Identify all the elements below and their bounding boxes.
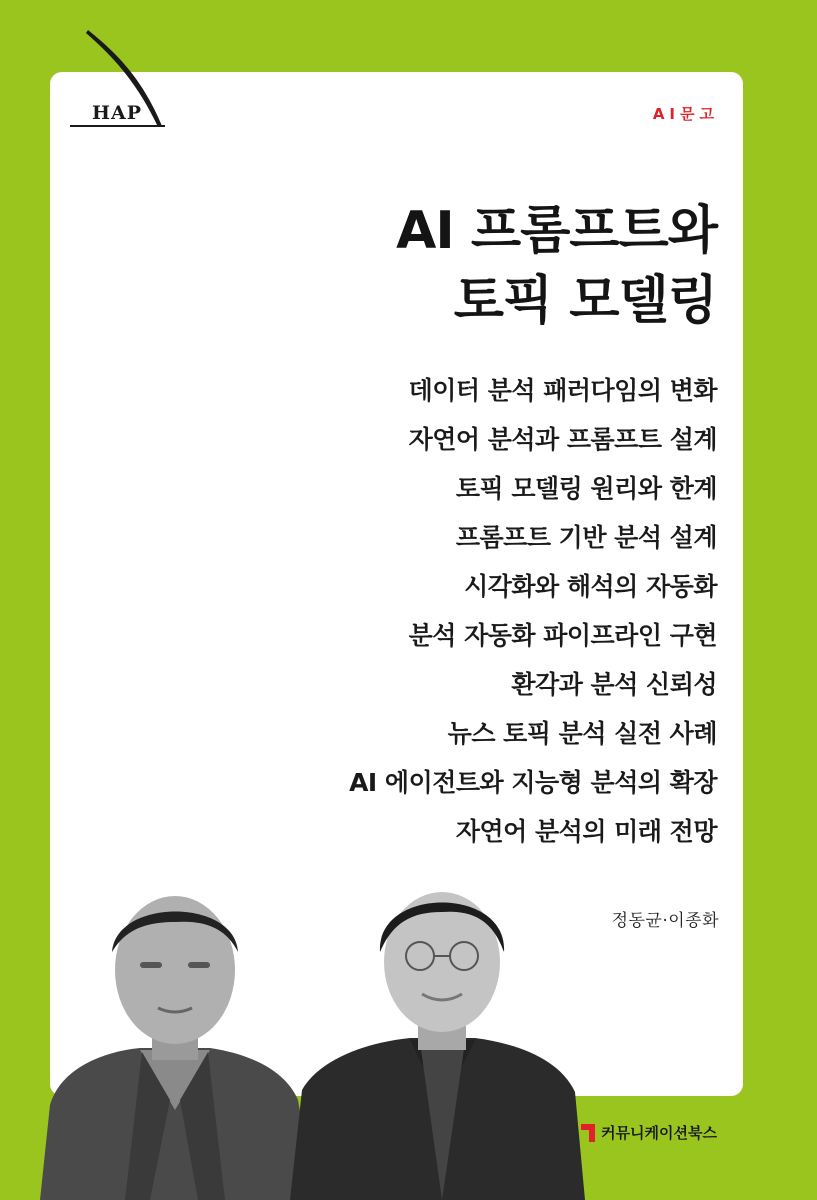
publisher <box>581 1122 717 1143</box>
publisher-name: 커뮤니케이션북스 <box>601 1124 717 1142</box>
topic-list <box>349 366 717 856</box>
topic-item: 토픽 모델링 원리와 한계 <box>455 474 717 503</box>
topic-item: 분석 자동화 파이프라인 구현 <box>408 621 717 650</box>
title-line-2: 토픽 모델링 <box>453 271 717 331</box>
author-photo-right <box>280 870 600 1200</box>
hap-logo-text: HAP <box>92 102 142 124</box>
topic-item: 자연어 분석의 미래 전망 <box>455 817 717 846</box>
series-label: AI문고 <box>652 105 719 123</box>
author-photo-left <box>30 870 320 1200</box>
topic-item: 시각화와 해석의 자동화 <box>464 572 717 601</box>
topic-item: 자연어 분석과 프롬프트 설계 <box>408 425 717 454</box>
title-line-1: AI 프롬프트와 <box>396 201 717 261</box>
topic-item: 데이터 분석 패러다임의 변화 <box>408 376 717 405</box>
book-title <box>396 196 717 336</box>
topic-item: AI 에이전트와 지능형 분석의 확장 <box>349 768 717 797</box>
topic-item: 환각과 분석 신뢰성 <box>511 670 717 699</box>
topic-item: 프롬프트 기반 분석 설계 <box>455 523 717 552</box>
topic-item: 뉴스 토픽 분석 실전 사례 <box>447 719 717 748</box>
authors: 정동균·이종화 <box>611 911 719 931</box>
publisher-logo-icon <box>581 1124 595 1142</box>
